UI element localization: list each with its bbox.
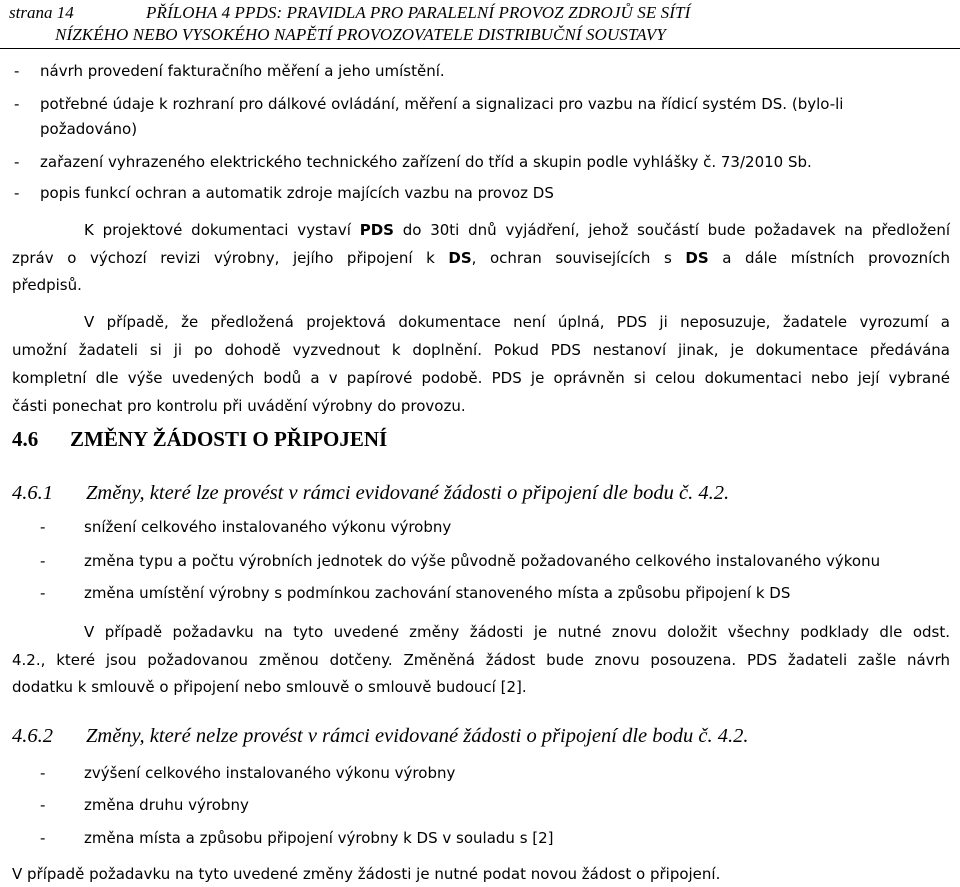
list-dash: - bbox=[40, 764, 46, 782]
list-item: změna umístění výrobny s podmínkou zachování stanoveného místa a způsobu připojení k DS bbox=[84, 584, 791, 602]
list-dash: - bbox=[14, 62, 20, 80]
list-item-continuation: požadováno) bbox=[40, 120, 138, 138]
list-item: zařazení vyhrazeného elektrického technického zařízení do tříd a skupin podle vyhlášky č. 73/2010 Sb. bbox=[40, 153, 812, 171]
list-item: potřebné údaje k rozhraní pro dálkové ovládání, měření a signalizaci pro vazbu na řídicí systém DS. (bylo-li bbox=[40, 95, 844, 113]
list-item: zvýšení celkového instalovaného výkonu výrobny bbox=[84, 764, 456, 782]
paragraph-line: předpisů. bbox=[12, 276, 82, 294]
paragraph-line: kompletní dle výše uvedených bodů a v papírové podobě. PDS je oprávněn si celou dokumentaci nebo její vybrané bbox=[12, 369, 950, 387]
list-item: návrh provedení fakturačního měření a jeho umístění. bbox=[40, 62, 445, 80]
list-item: změna typu a počtu výrobních jednotek do výše původně požadovaného celkového instalovaného výkonu bbox=[84, 552, 881, 570]
header-title-line1: PŘÍLOHA 4 PPDS: PRAVIDLA PRO PARALELNÍ PROVOZ ZDROJŮ SE SÍTÍ bbox=[146, 3, 691, 22]
list-dash: - bbox=[14, 95, 20, 113]
list-dash: - bbox=[40, 552, 46, 570]
section-title: ZMĚNY ŽÁDOSTI O PŘIPOJENÍ bbox=[70, 427, 388, 451]
paragraph-line: V případě, že předložená projektová dokumentace není úplná, PDS ji neposuzuje, žadatele vyrozumí a bbox=[84, 313, 950, 331]
paragraph-line: dodatku k smlouvě o připojení nebo smlouvě o smlouvě budoucí [2]. bbox=[12, 678, 527, 696]
subsection-title: Změny, které lze provést v rámci evidované žádosti o připojení dle bodu č. 4.2. bbox=[86, 482, 730, 504]
list-dash: - bbox=[40, 584, 46, 602]
page-header bbox=[0, 0, 960, 49]
page-number: strana 14 bbox=[9, 3, 74, 22]
list-item: změna druhu výrobny bbox=[84, 796, 249, 814]
subsection-title: Změny, které nelze provést v rámci evidované žádosti o připojení dle bodu č. 4.2. bbox=[86, 725, 749, 747]
list-item: změna místa a způsobu připojení výrobny k DS v souladu s [2] bbox=[84, 829, 554, 847]
list-dash: - bbox=[40, 829, 46, 847]
list-dash: - bbox=[40, 518, 46, 536]
list-dash: - bbox=[14, 184, 20, 202]
paragraph-line: části ponechat pro kontrolu při uvádění výrobny do provozu. bbox=[12, 397, 466, 415]
list-dash: - bbox=[14, 153, 20, 171]
paragraph-line: zpráv o výchozí revizi výrobny, jejího připojení k DS, ochran souvisejících s DS a dále místních provozních bbox=[12, 249, 950, 267]
subsection-number: 4.6.2 bbox=[12, 725, 53, 747]
paragraph-line: 4.2., které jsou požadovanou změnou dotčeny. Změněná žádost bude znovu posouzena. PDS žadateli zašle návrh bbox=[12, 651, 950, 669]
list-item: snížení celkového instalovaného výkonu výrobny bbox=[84, 518, 452, 536]
list-item: popis funkcí ochran a automatik zdroje majících vazbu na provoz DS bbox=[40, 184, 554, 202]
subsection-number: 4.6.1 bbox=[12, 482, 53, 504]
paragraph-line: V případě požadavku na tyto uvedené změny žádosti je nutné podat novou žádost o připojení. bbox=[12, 865, 721, 883]
paragraph-line: K projektové dokumentaci vystaví PDS do 30ti dnů vyjádření, jehož součástí bude požadavek na předložení bbox=[84, 221, 950, 239]
header-title-line2: NÍZKÉHO NEBO VYSOKÉHO NAPĚTÍ PROVOZOVATELE DISTRIBUČNÍ SOUSTAVY bbox=[55, 25, 666, 44]
list-dash: - bbox=[40, 796, 46, 814]
paragraph-line: umožní žadateli si ji po dohodě vyzvednout k doplnění. Pokud PDS nestanoví jinak, je dokumentace předávána bbox=[12, 341, 950, 359]
paragraph-line: V případě požadavku na tyto uvedené změny žádosti je nutné znovu doložit všechny podklady dle odst. bbox=[84, 623, 950, 641]
section-number: 4.6 bbox=[12, 427, 39, 451]
